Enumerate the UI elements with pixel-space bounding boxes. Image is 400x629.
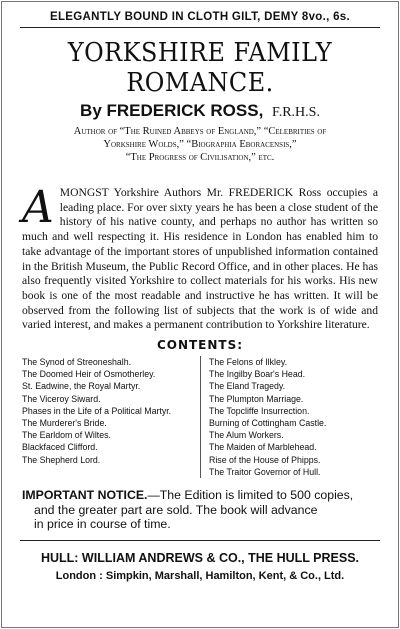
- publisher-line-2: London : Simpkin, Marshall, Hamilton, Kent, & Co., Ltd.: [55, 569, 345, 582]
- notice-label: IMPORTANT NOTICE.: [22, 488, 148, 503]
- description-text: MONGST Yorkshire Authors Mr. FREDERICK Ross occupies a leading place. For over sixty years he has been a close student of the history of his native county, and perhaps no author has written so much and well respecting it. His residence in London has enabled him to take advantage of the important stores of unpublished information contained in the British Museum, the Public Record Office, and in other places. He has also frequently visited Yorkshire to collect materials for his works. His new book is one of the most readable and instructive he has written. It will be observed from the following list of subjects that the work is of wide and varied interest, and makes a permanent contribution to Yorkshire literature.: [22, 186, 378, 332]
- author-credits: [24, 125, 376, 164]
- contents-item: The Ingilby Boar's Head.: [209, 369, 306, 380]
- contents-table: [22, 356, 378, 478]
- notice-line-2: and the greater part are sold. The book will advance: [34, 502, 318, 517]
- contents-item: The Viceroy Siward.: [22, 393, 101, 404]
- contents-item: The Maiden of Marblehead.: [209, 442, 317, 453]
- important-notice: [22, 488, 378, 532]
- byline-prefix: By: [80, 101, 102, 120]
- contents-item: Phases in the Life of a Political Martyr.: [22, 405, 172, 416]
- contents-item: Blackfaced Clifford.: [22, 442, 98, 453]
- publisher-line-1: HULL: WILLIAM ANDREWS & CO., THE HULL PRESS.: [40, 550, 360, 565]
- contents-item: The Alum Workers.: [209, 430, 284, 441]
- contents-item: St. Eadwine, the Royal Martyr.: [22, 381, 141, 392]
- credits-line-3: “The Progress of Civilisation,” etc.: [125, 152, 275, 163]
- contents-item: Burning of Cottingham Castle.: [209, 418, 327, 429]
- contents-heading: CONTENTS:: [156, 338, 244, 353]
- author-name: FREDERICK ROSS,: [106, 101, 264, 120]
- credits-line-1: Author of “The Ruined Abbeys of England,” “Celebrities of: [73, 126, 327, 137]
- contents-item: The Topcliffe Insurrection.: [209, 405, 310, 416]
- contents-item: The Doomed Heir of Osmotherley.: [22, 369, 156, 380]
- publisher-rule: [20, 540, 380, 541]
- drop-cap: A: [22, 182, 54, 233]
- binding-line: ELEGANTLY BOUND IN CLOTH GILT, DEMY 8vo., 6s.: [50, 11, 350, 23]
- contents-column-left: [22, 356, 200, 478]
- contents-item: The Plumpton Marriage.: [209, 393, 304, 404]
- author-line: [10, 101, 390, 121]
- contents-item: The Traitor Governor of Hull.: [209, 466, 321, 477]
- header-rule: [20, 27, 380, 28]
- contents-item: The Synod of Streoneshalh.: [22, 357, 132, 368]
- contents-item: The Felons of Ilkley.: [209, 357, 288, 368]
- contents-item: The Shepherd Lord.: [22, 454, 101, 465]
- contents-item: The Eland Tragedy.: [209, 381, 286, 392]
- credits-line-2: Yorkshire Wolds,” “Biographia Eboracensis,”: [103, 139, 297, 150]
- notice-line-1: —The Edition is limited to 500 copies,: [147, 488, 354, 503]
- book-title: YORKSHIRE FAMILY ROMANCE.: [67, 38, 333, 98]
- contents-column-right: [200, 356, 378, 478]
- notice-line-3: in price in course of time.: [34, 517, 171, 532]
- contents-item: Rise of the House of Phipps.: [209, 454, 321, 465]
- author-degree: F.R.H.S.: [272, 105, 320, 120]
- contents-item: The Murderer's Bride.: [22, 418, 107, 429]
- contents-item: The Earldom of Wiltes.: [22, 430, 111, 441]
- description-paragraph: [22, 182, 378, 333]
